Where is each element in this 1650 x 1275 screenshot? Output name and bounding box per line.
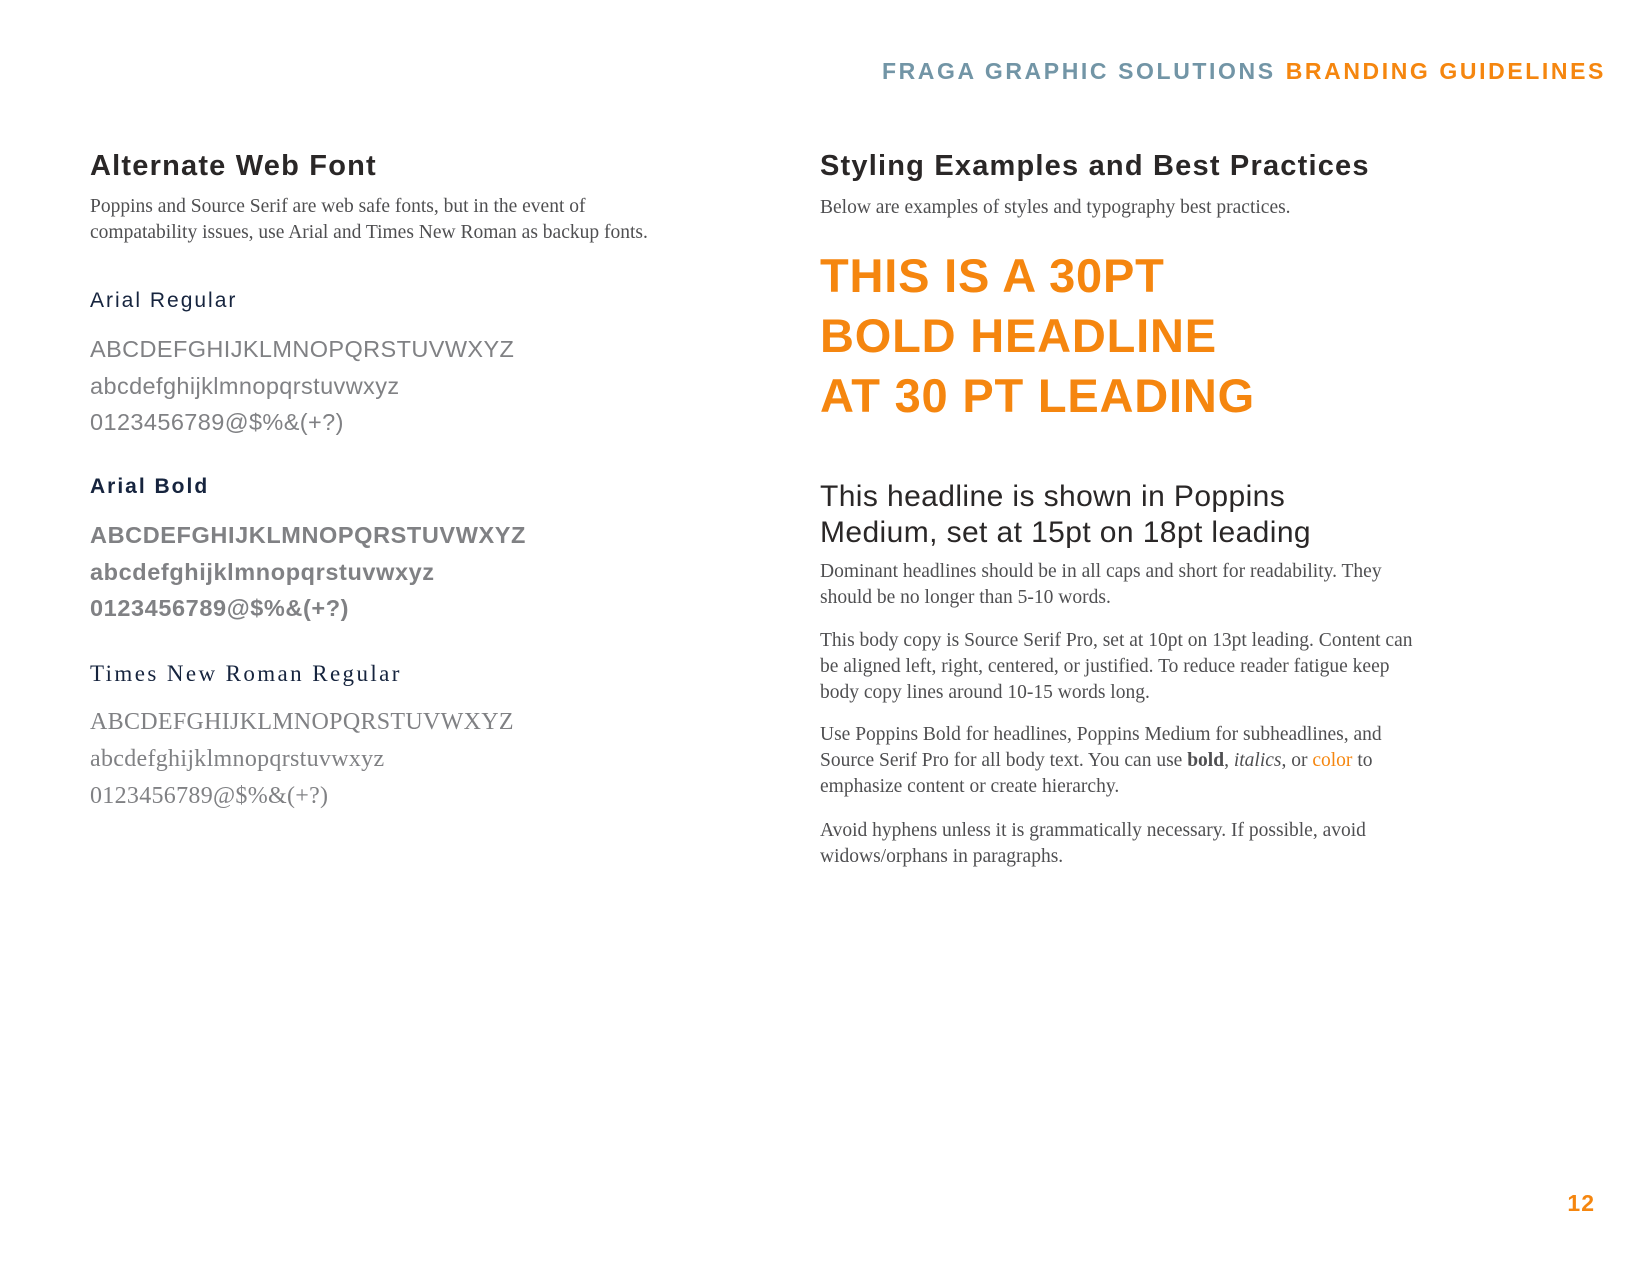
specimen-label-arial-regular: Arial Regular (90, 289, 238, 312)
subheadline-line: This headline is shown in Poppins (820, 480, 1286, 513)
body-line: body copy lines around 10-15 words long. (820, 682, 1150, 703)
running-header (882, 58, 1606, 85)
italic-example-word: italics (1233, 750, 1282, 771)
body-line: should be no longer than 5-10 words. (820, 587, 1111, 608)
body-line: Avoid hyphens unless it is grammatically necessary. If possible, avoid (820, 820, 1366, 841)
specimen-uppercase: ABCDEFGHIJKLMNOPQRSTUVWXYZ (90, 709, 514, 735)
color-example-word: color (1312, 750, 1353, 771)
subheadline-line: Medium, set at 15pt on 18pt leading (820, 516, 1311, 549)
page-number: 12 (1567, 1190, 1595, 1216)
document-title: BRANDING GUIDELINES (1285, 58, 1606, 84)
right-intro-paragraph: Below are examples of styles and typography best practices. (820, 197, 1291, 218)
body-line: Use Poppins Bold for headlines, Poppins Medium for subheadlines, and (820, 724, 1382, 745)
body-line: widows/orphans in paragraphs. (820, 846, 1064, 867)
bold-example-word: bold (1187, 750, 1225, 771)
body-text: to (1352, 750, 1373, 771)
specimen-numerals: 0123456789@$%&(+?) (90, 409, 344, 435)
left-intro-paragraph (90, 194, 648, 246)
specimen-label-times-regular: Times New Roman Regular (90, 661, 402, 686)
headline-line: AT 30 PT LEADING (820, 369, 1255, 422)
body-paragraph-headline-rules (820, 559, 1382, 611)
specimen-numerals: 0123456789@$%&(+?) (90, 595, 350, 621)
body-text: , or (1281, 750, 1313, 771)
specimen-times-regular (90, 704, 514, 815)
specimen-numerals: 0123456789@$%&(+?) (90, 783, 329, 809)
intro-line: Poppins and Source Serif are web safe fonts, but in the event of (90, 196, 586, 217)
specimen-lowercase: abcdefghijklmnopqrstuvwxyz (90, 558, 435, 585)
body-paragraph-font-usage (820, 722, 1382, 800)
specimen-uppercase: ABCDEFGHIJKLMNOPQRSTUVWXYZ (90, 522, 526, 548)
body-paragraph-body-copy-rules (820, 628, 1413, 706)
specimen-lowercase: abcdefghijklmnopqrstuvwxyz (90, 746, 385, 772)
specimen-arial-regular (90, 331, 514, 441)
example-display-headline (820, 246, 1255, 426)
brand-name: FRAGA GRAPHIC SOLUTIONS (881, 58, 1276, 84)
specimen-arial-bold (90, 517, 526, 627)
specimen-lowercase: abcdefghijklmnopqrstuvwxyz (90, 372, 400, 399)
example-subheadline (820, 479, 1311, 551)
body-line: This body copy is Source Serif Pro, set at 10pt on 13pt leading. Content can (820, 630, 1413, 651)
body-text: Source Serif Pro for all body text. You can use (820, 750, 1188, 771)
headline-line: BOLD HEADLINE (820, 309, 1217, 362)
specimen-uppercase: ABCDEFGHIJKLMNOPQRSTUVWXYZ (90, 336, 515, 362)
intro-line: compatability issues, use Arial and Times New Roman as backup fonts. (90, 222, 648, 243)
body-line: emphasize content or create hierarchy. (820, 776, 1120, 797)
headline-line: THIS IS A 30PT (820, 249, 1165, 302)
body-paragraph-hyphen-rules (820, 818, 1366, 870)
right-section-title: Styling Examples and Best Practices (820, 150, 1370, 182)
body-line: Dominant headlines should be in all caps and short for readability. They (820, 561, 1382, 582)
body-text: , (1224, 750, 1234, 771)
body-line-rich (820, 748, 1382, 774)
specimen-label-arial-bold: Arial Bold (90, 475, 210, 498)
left-section-title: Alternate Web Font (90, 150, 377, 182)
body-line: be aligned left, right, centered, or justified. To reduce reader fatigue keep (820, 656, 1390, 677)
